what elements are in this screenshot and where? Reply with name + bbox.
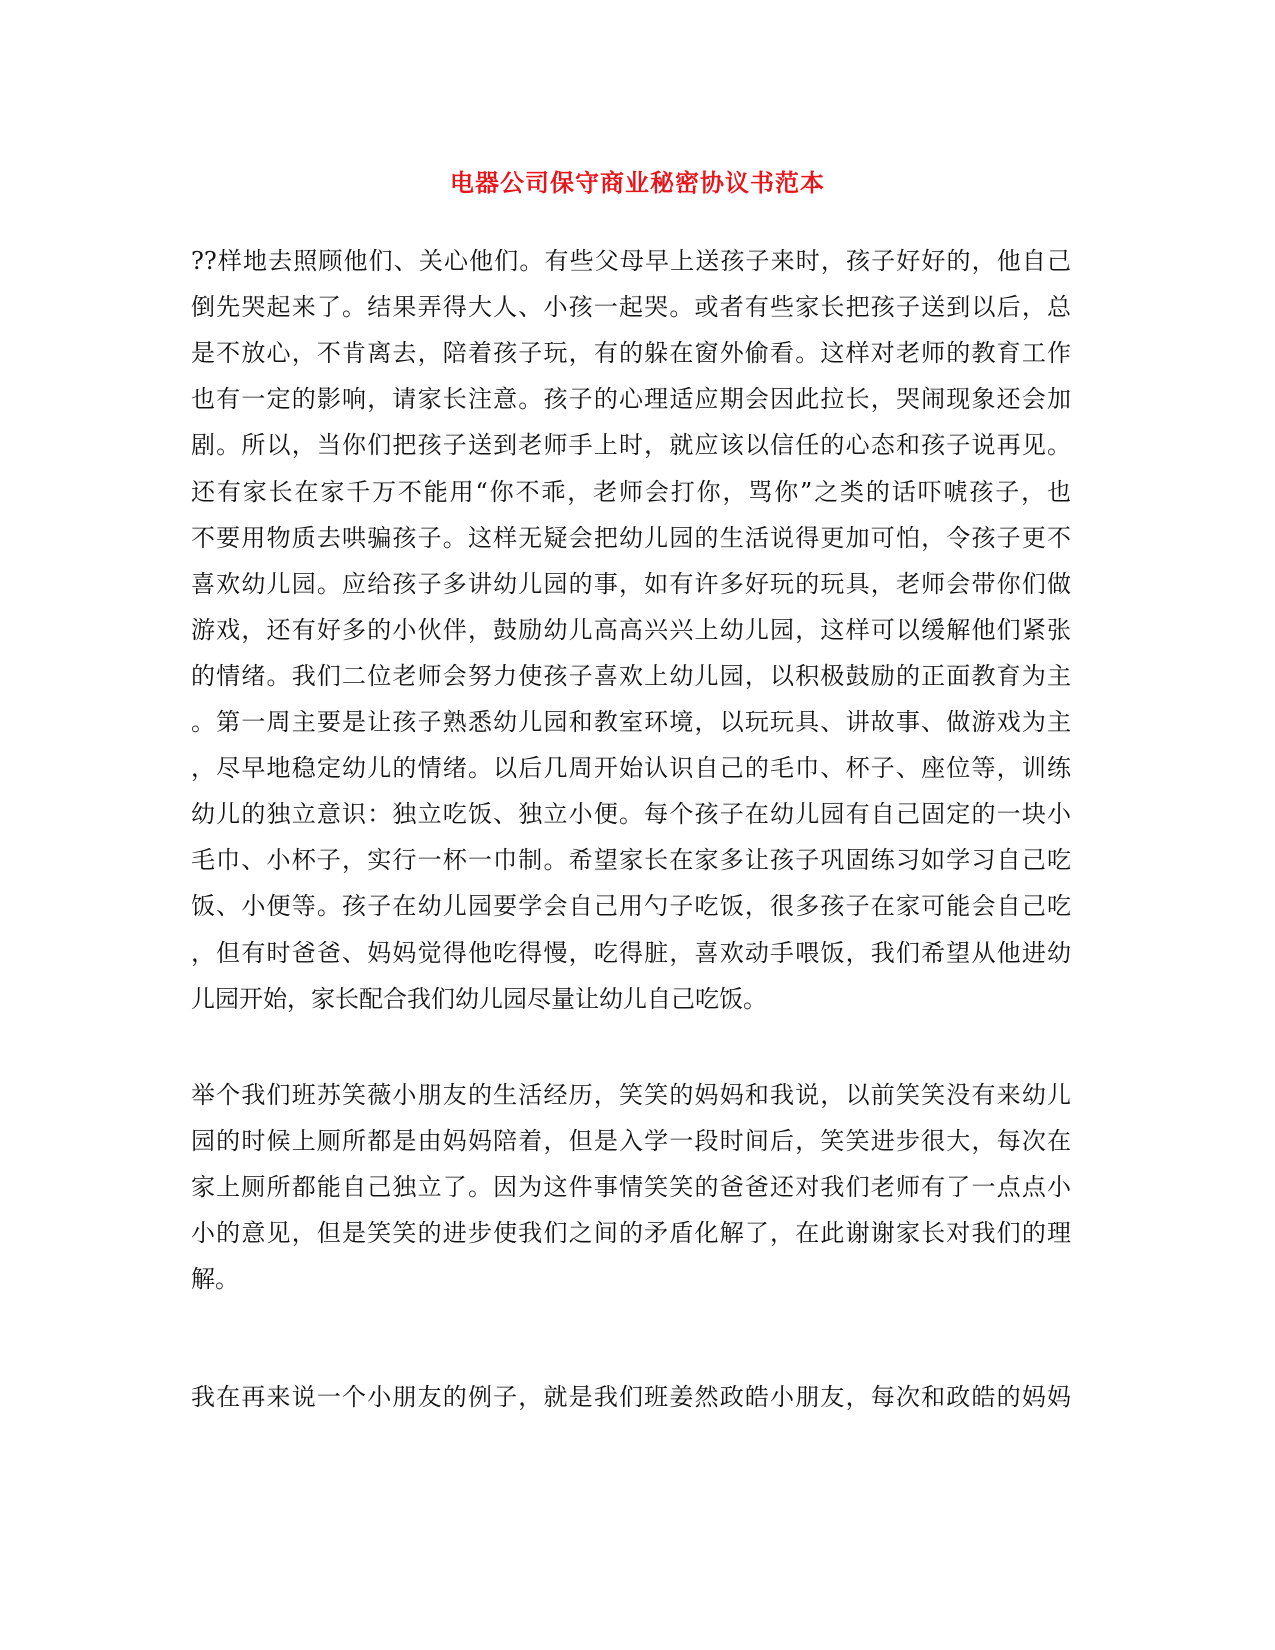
paragraph-1-line: 饭、小便等。孩子在幼儿园要学会自己用勺子吃饭，很多孩子在家可能会自己吃	[191, 892, 1071, 921]
document-title: 电器公司保守商业秘密协议书范本	[450, 168, 825, 197]
paragraph-1-line: 也有一定的影响，请家长注意。孩子的心理适应期会因此拉长，哭闹现象还会加	[191, 385, 1071, 414]
paragraph-1-line: 。第一周主要是让孩子熟悉幼儿园和教室环境，以玩玩具、讲故事、做游戏为主	[191, 708, 1071, 736]
paragraph-1-line: ??样地去照顾他们、关心他们。有些父母早上送孩子来时，孩子好好的，他自己	[191, 247, 1071, 275]
paragraph-1-line: 幼儿的独立意识：独立吃饭、独立小便。每个孩子在幼儿园有自己固定的一块小	[191, 800, 1071, 829]
paragraph-1-line: 不要用物质去哄骗孩子。这样无疑会把幼儿园的生活说得更加可怕，令孩子更不	[191, 523, 1071, 552]
paragraph-2-line: 家上厕所都能自己独立了。因为这件事情笑笑的爸爸还对我们老师有了一点点小	[191, 1173, 1071, 1202]
paragraph-1-line: 还有家长在家千万不能用“你不乖，老师会打你，骂你”之类的话吓唬孩子，也	[191, 477, 1071, 506]
paragraph-2-line: 小的意见，但是笑笑的进步使我们之间的矛盾化解了，在此谢谢家长对我们的理	[191, 1219, 1071, 1248]
paragraph-1-line: 的情绪。我们二位老师会努力使孩子喜欢上幼儿园，以积极鼓励的正面教育为主	[191, 661, 1071, 690]
paragraph-2-line: 解。	[191, 1265, 239, 1294]
paragraph-1-line: 儿园开始，家长配合我们幼儿园尽量让幼儿自己吃饭。	[191, 984, 767, 1013]
paragraph-1-line: 剧。所以，当你们把孩子送到老师手上时，就应该以信任的心态和孩子说再见。	[191, 431, 1071, 460]
paragraph-1-line: ，尽早地稳定幼儿的情绪。以后几周开始认识自己的毛巾、杯子、座位等，训练	[191, 754, 1071, 783]
paragraph-3-line: 我在再来说一个小朋友的例子，就是我们班姜然政皓小朋友，每次和政皓的妈妈	[191, 1383, 1071, 1411]
paragraph-2-line: 园的时候上厕所都是由妈妈陪着，但是入学一段时间后，笑笑进步很大，每次在	[191, 1127, 1071, 1156]
paragraph-1-line: 游戏，还有好多的小伙伴，鼓励幼儿高高兴兴上幼儿园，这样可以缓解他们紧张	[191, 615, 1071, 644]
paragraph-1-line: 倒先哭起来了。结果弄得大人、小孩一起哭。或者有些家长把孩子送到以后，总	[191, 293, 1071, 322]
paragraph-1-line: 喜欢幼儿园。应给孩子多讲幼儿园的事，如有许多好玩的玩具，老师会带你们做	[191, 569, 1071, 598]
paragraph-1-line: ，但有时爸爸、妈妈觉得他吃得慢，吃得脏，喜欢动手喂饭，我们希望从他进幼	[191, 938, 1071, 967]
paragraph-1-line: 毛巾、小杯子，实行一杯一巾制。希望家长在家多让孩子巩固练习如学习自己吃	[191, 846, 1071, 875]
paragraph-1-line: 是不放心，不肯离去，陪着孩子玩，有的躲在窗外偷看。这样对老师的教育工作	[191, 339, 1071, 368]
paragraph-2-line: 举个我们班苏笑薇小朋友的生活经历，笑笑的妈妈和我说，以前笑笑没有来幼儿	[191, 1081, 1071, 1109]
